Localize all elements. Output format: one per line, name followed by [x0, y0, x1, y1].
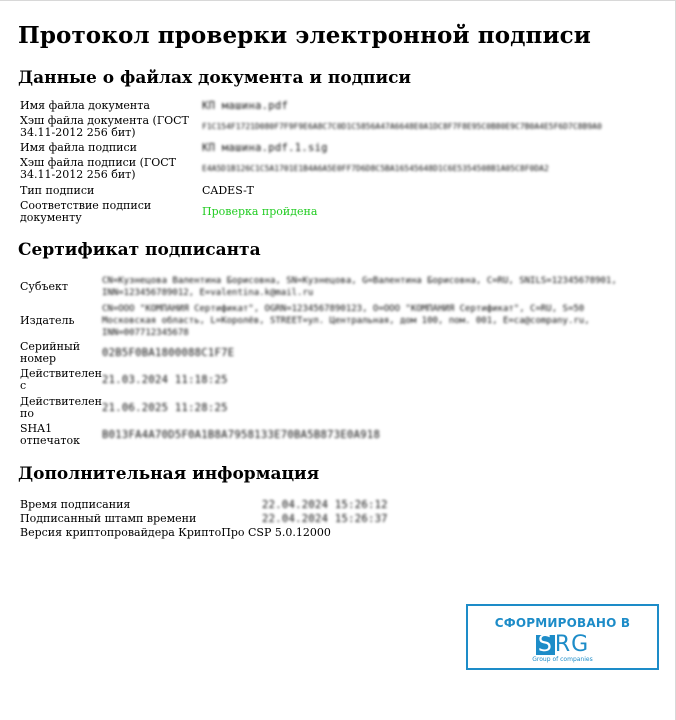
timestamp-time: 22.04.2024 15:26:37 — [262, 513, 388, 525]
extra-section-heading: Дополнительная информация — [18, 464, 320, 484]
cert-section-heading: Сертификат подписанта — [18, 240, 261, 260]
row-label: Время подписания — [20, 498, 131, 511]
row-label: Тип подписи — [20, 183, 95, 197]
table-row — [18, 366, 642, 394]
csp-version: 5.0.12000 — [274, 526, 331, 539]
table-row — [18, 422, 642, 448]
row-label: Действителен с — [20, 367, 102, 392]
table-row — [18, 512, 388, 526]
cert-valid-to: 21.06.2025 11:28:25 — [101, 402, 228, 414]
row-label: Хэш файла документа (ГОСТ 34.11-2012 256 бит) — [20, 114, 189, 139]
page-title: Протокол проверки электронной подписи — [18, 22, 591, 49]
table-row — [18, 526, 388, 540]
signature-file-name: КП машина.pdf.1.sig — [202, 142, 328, 154]
document-file-name: КП машина.pdf — [202, 100, 289, 112]
cert-subject: CN=Кузнецова Валентина Борисовна, SN=Кузнецова, G=Валентина Борисовна, C=RU, SNILS=12345678901, INN=123456789012, E=valentina.k@mail.ru — [101, 276, 617, 298]
cert-sha1: B013FA4A70D5F0A1B8A7958133E70BA5B873E0A918 — [101, 429, 381, 441]
table-row — [18, 155, 602, 183]
table-row — [18, 302, 642, 340]
row-label: Подписанный штамп времени — [20, 512, 197, 525]
cert-serial: 02B5F0BA1800088C1F7E — [101, 347, 235, 359]
row-label: Действителен по — [20, 395, 102, 420]
row-label: Версия криптопровайдера КриптоПро CSP — [20, 526, 272, 539]
table-row — [18, 113, 602, 141]
csp-version-row — [18, 526, 388, 540]
table-row — [18, 99, 602, 113]
row-label: Соответствие подписи документу — [20, 199, 152, 224]
row-label: Имя файла документа — [20, 99, 150, 112]
row-label: Издатель — [20, 314, 75, 327]
cert-table — [18, 272, 642, 448]
logo-text: SRG — [537, 632, 590, 657]
srg-stamp — [466, 604, 659, 670]
cert-issuer: CN=ООО "КОМПАНИЯ Сертификат", OGRN=1234567890123, O=ООО "КОМПАНИЯ Сертификат", C=RU, S=50 Московская область, L=Королёв, STREET=ул. Центральная, дом 100, пом. 001, E=ca@company.ru, INN=007712345678 — [101, 304, 590, 338]
signature-type: CADES-T — [202, 183, 254, 197]
table-row — [18, 340, 642, 366]
extra-table — [18, 498, 388, 540]
logo-mark: S — [537, 632, 553, 657]
signature-hash: E4A5D1B126C1C5A1701E1B4A6A5E0FF7D6D8C5BA16545648D1C6E5354508B1A05C8F0DA2 — [202, 164, 549, 173]
signing-time: 22.04.2024 15:26:12 — [262, 499, 388, 511]
files-table — [18, 99, 602, 226]
table-row — [18, 183, 602, 198]
table-row — [18, 272, 642, 302]
table-row — [18, 498, 388, 512]
table-row — [18, 394, 642, 422]
row-label: Серийный номер — [20, 340, 81, 365]
row-label: SHA1 отпечаток — [20, 422, 80, 447]
table-row — [18, 198, 602, 226]
row-label: Хэш файла подписи (ГОСТ 34.11-2012 256 бит) — [20, 156, 176, 181]
logo-subtitle: Group of companies — [532, 656, 593, 663]
document-hash: F1C154F1721D080F7F9F9E6A8C7C0D1C5856A47A6648E0A1DC8F7F8E95C0B80E9C7B0A4E5F6D7C8B9A0 — [202, 122, 602, 131]
table-row — [18, 141, 602, 155]
verification-status: Проверка пройдена — [202, 205, 318, 218]
row-label: Субъект — [20, 280, 68, 293]
row-label: Имя файла подписи — [20, 141, 138, 154]
srg-logo — [523, 634, 603, 664]
files-section-heading: Данные о файлах документа и подписи — [18, 68, 412, 88]
cert-valid-from: 21.03.2024 11:18:25 — [101, 374, 228, 386]
stamp-heading: СФОРМИРОВАНО В — [494, 616, 631, 630]
